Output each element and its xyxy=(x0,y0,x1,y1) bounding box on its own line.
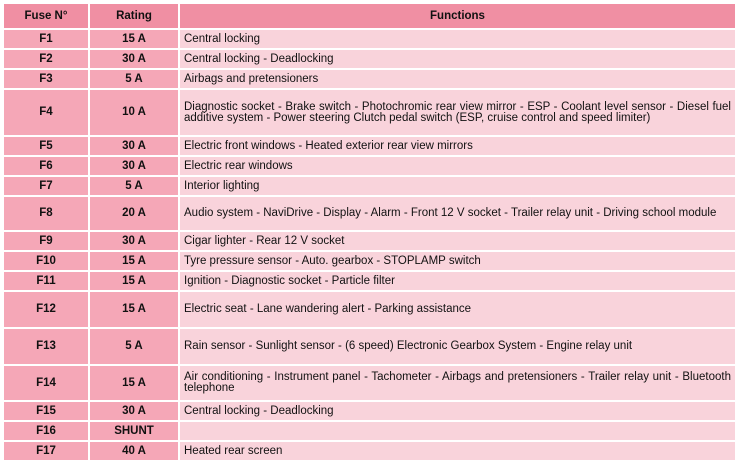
fuse-function: Tyre pressure sensor - Auto. gearbox - STOPLAMP switch xyxy=(180,252,735,270)
fuse-number: F9 xyxy=(4,232,88,250)
fuse-function: Audio system - NaviDrive - Display - Alarm - Front 12 V socket - Trailer relay unit - Driving school module xyxy=(180,197,735,230)
fuse-number: F8 xyxy=(4,197,88,230)
fuse-rating: 15 A xyxy=(90,366,178,400)
table-row xyxy=(4,366,735,400)
fuse-rating: 30 A xyxy=(90,157,178,175)
table-row xyxy=(4,292,735,327)
fuse-number: F4 xyxy=(4,90,88,135)
table-row xyxy=(4,177,735,195)
fuse-rating: 15 A xyxy=(90,272,178,290)
table-row xyxy=(4,157,735,175)
fuse-number: F11 xyxy=(4,272,88,290)
fuse-function: Electric front windows - Heated exterior rear view mirrors xyxy=(180,137,735,155)
fuse-number: F10 xyxy=(4,252,88,270)
fuse-number: F1 xyxy=(4,30,88,48)
fuse-number: F17 xyxy=(4,442,88,460)
table-row xyxy=(4,232,735,250)
fuse-number: F14 xyxy=(4,366,88,400)
fuse-function: Heated rear screen xyxy=(180,442,735,460)
table-row xyxy=(4,30,735,48)
fuse-rating: 30 A xyxy=(90,50,178,68)
fuse-function: Rain sensor - Sunlight sensor - (6 speed) Electronic Gearbox System - Engine relay unit xyxy=(180,329,735,364)
fuse-number: F13 xyxy=(4,329,88,364)
fuse-number: F5 xyxy=(4,137,88,155)
table-row xyxy=(4,422,735,440)
fuse-number: F12 xyxy=(4,292,88,327)
table-row xyxy=(4,272,735,290)
fuse-rating: 30 A xyxy=(90,232,178,250)
fuse-rating: 40 A xyxy=(90,442,178,460)
fuse-function: Diagnostic socket - Brake switch - Photochromic rear view mirror - ESP - Coolant level sensor - Diesel fuel additive system - Power steering Clutch pedal switch (ESP, cruise control and speed limiter) xyxy=(180,90,735,135)
fuse-number: F2 xyxy=(4,50,88,68)
fuse-number: F3 xyxy=(4,70,88,88)
table-row xyxy=(4,442,735,460)
fuse-function: Ignition - Diagnostic socket - Particle filter xyxy=(180,272,735,290)
table-row xyxy=(4,329,735,364)
fuse-rating: 5 A xyxy=(90,70,178,88)
fuse-function: Central locking - Deadlocking xyxy=(180,402,735,420)
fuse-function: Electric rear windows xyxy=(180,157,735,175)
fuse-number: F15 xyxy=(4,402,88,420)
fuse-function: Interior lighting xyxy=(180,177,735,195)
table-row xyxy=(4,137,735,155)
table-row xyxy=(4,70,735,88)
fuse-number: F6 xyxy=(4,157,88,175)
header-row xyxy=(4,4,735,28)
fuse-rating: SHUNT xyxy=(90,422,178,440)
fuse-rating: 30 A xyxy=(90,137,178,155)
fuse-rating: 5 A xyxy=(90,177,178,195)
fuse-rating: 10 A xyxy=(90,90,178,135)
fuse-rating: 30 A xyxy=(90,402,178,420)
header-functions: Functions xyxy=(180,4,735,28)
fuse-rating: 20 A xyxy=(90,197,178,230)
fuse-function xyxy=(180,422,735,440)
fuse-function: Air conditioning - Instrument panel - Tachometer - Airbags and pretensioners - Trailer relay unit - Bluetooth telephone xyxy=(180,366,735,400)
fuse-rating: 15 A xyxy=(90,292,178,327)
fuse-rating: 15 A xyxy=(90,30,178,48)
table-row xyxy=(4,252,735,270)
fuse-function: Airbags and pretensioners xyxy=(180,70,735,88)
table-row xyxy=(4,197,735,230)
fuse-rating: 5 A xyxy=(90,329,178,364)
header-rating: Rating xyxy=(90,4,178,28)
table-row xyxy=(4,50,735,68)
table-row xyxy=(4,90,735,135)
fuse-function: Electric seat - Lane wandering alert - Parking assistance xyxy=(180,292,735,327)
fuse-rating: 15 A xyxy=(90,252,178,270)
fuse-function: Central locking - Deadlocking xyxy=(180,50,735,68)
fuse-number: F7 xyxy=(4,177,88,195)
fuse-number: F16 xyxy=(4,422,88,440)
table-row xyxy=(4,402,735,420)
header-fuse: Fuse N° xyxy=(4,4,88,28)
fuse-table xyxy=(2,2,735,462)
fuse-function: Central locking xyxy=(180,30,735,48)
fuse-function: Cigar lighter - Rear 12 V socket xyxy=(180,232,735,250)
